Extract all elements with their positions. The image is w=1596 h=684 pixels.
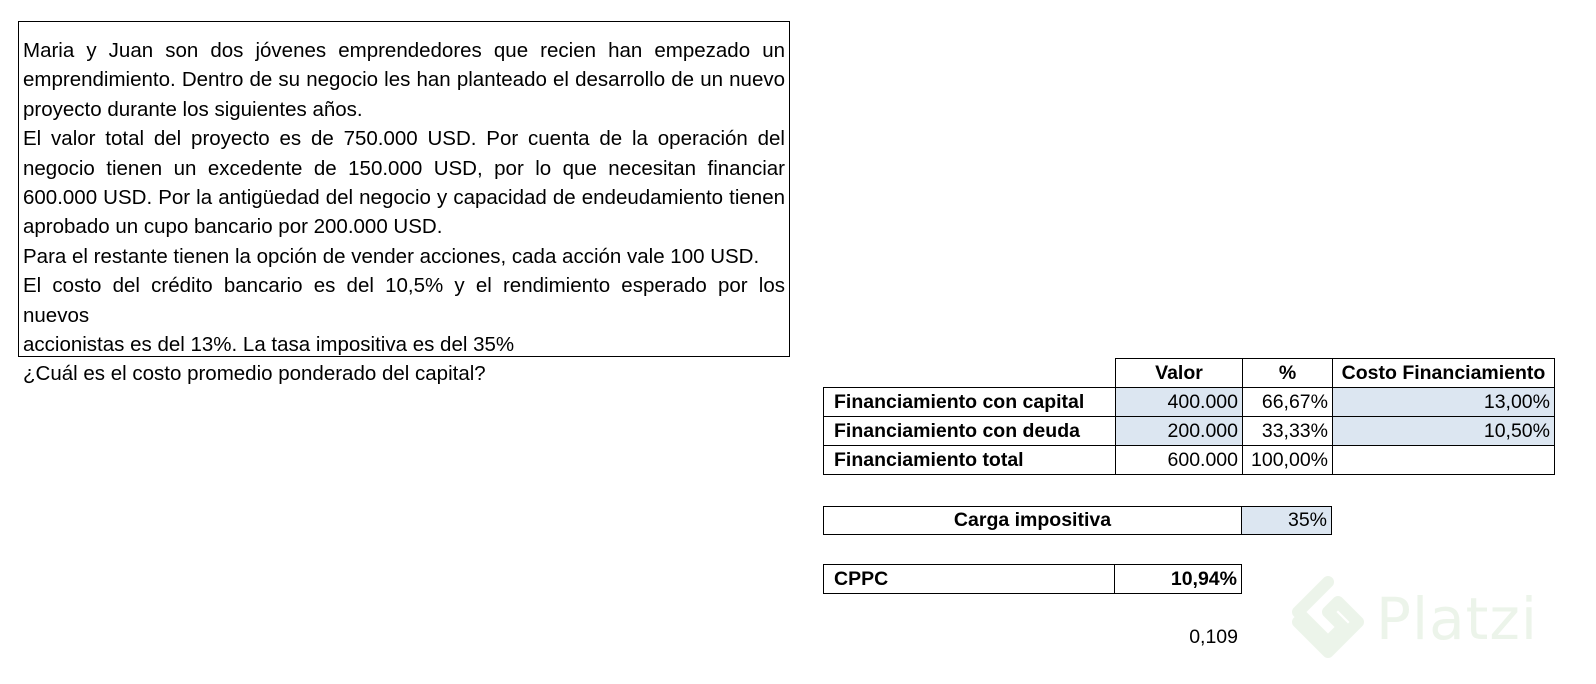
problem-line: emprendimiento. Dentro de su negocio les han planteado el desarrollo de un nuevo (23, 68, 785, 92)
percent-cell[interactable]: 100,00% (1243, 446, 1333, 475)
problem-line: Maria y Juan son dos jóvenes emprendedores que recien han empezado un (23, 39, 785, 62)
problem-line: ¿Cuál es el costo promedio ponderado del capital? (23, 362, 486, 386)
cppc-row (823, 564, 1242, 594)
watermark-text: Platzi (1376, 585, 1538, 653)
problem-line: Para el restante tienen la opción de vender acciones, cada acción vale 100 USD. (23, 244, 760, 268)
header-valor[interactable]: Valor (1116, 359, 1243, 388)
percent-cell[interactable]: 66,67% (1243, 388, 1333, 417)
cppc-value-cell[interactable]: 10,94% (1115, 564, 1242, 594)
decimal-result-cell[interactable]: 0,109 (1189, 626, 1238, 648)
tax-rate-row (823, 506, 1332, 535)
problem-line: accionistas es del 13%. La tasa impositiva es del 35% (23, 333, 515, 357)
row-label[interactable]: Financiamiento con capital (824, 388, 1116, 417)
costo-cell[interactable]: 10,50% (1333, 417, 1555, 446)
header-percent[interactable]: % (1243, 359, 1333, 388)
header-costo-financiamiento[interactable]: Costo Financiamiento (1333, 359, 1555, 388)
valor-cell[interactable]: 200.000 (1116, 417, 1243, 446)
valor-cell[interactable]: 600.000 (1116, 446, 1243, 475)
costo-cell[interactable]: 13,00% (1333, 388, 1555, 417)
empty-corner-cell (824, 359, 1116, 388)
platzi-logo-icon (1290, 576, 1366, 662)
problem-line: 600.000 USD. Por la antigüedad del negocio y capacidad de endeudamiento tienen (23, 186, 785, 210)
costo-cell[interactable] (1333, 446, 1555, 475)
platzi-watermark (1290, 576, 1538, 662)
problem-line: negocio tienen un excedente de 150.000 USD, por lo que necesitan financiar (23, 156, 785, 180)
problem-line: El valor total del proyecto es de 750.000 USD. Por cuenta de la operación del (23, 127, 785, 151)
cppc-label[interactable]: CPPC (823, 564, 1115, 594)
table-row (824, 388, 1555, 417)
problem-statement (18, 21, 790, 386)
problem-line: El costo del crédito bancario es del 10,5% y el rendimiento esperado por los nuevos (23, 274, 785, 327)
percent-cell[interactable]: 33,33% (1243, 417, 1333, 446)
tax-label[interactable]: Carga impositiva (823, 506, 1242, 535)
valor-cell[interactable]: 400.000 (1116, 388, 1243, 417)
financing-table (823, 358, 1555, 475)
tax-value-cell[interactable]: 35% (1242, 506, 1332, 535)
row-label[interactable]: Financiamiento con deuda (824, 417, 1116, 446)
problem-line: proyecto durante los siguientes años. (23, 97, 363, 121)
table-row (824, 417, 1555, 446)
table-row (824, 446, 1555, 475)
table-header-row (824, 359, 1555, 388)
row-label[interactable]: Financiamiento total (824, 446, 1116, 475)
problem-line: aprobado un cupo bancario por 200.000 USD. (23, 215, 443, 239)
